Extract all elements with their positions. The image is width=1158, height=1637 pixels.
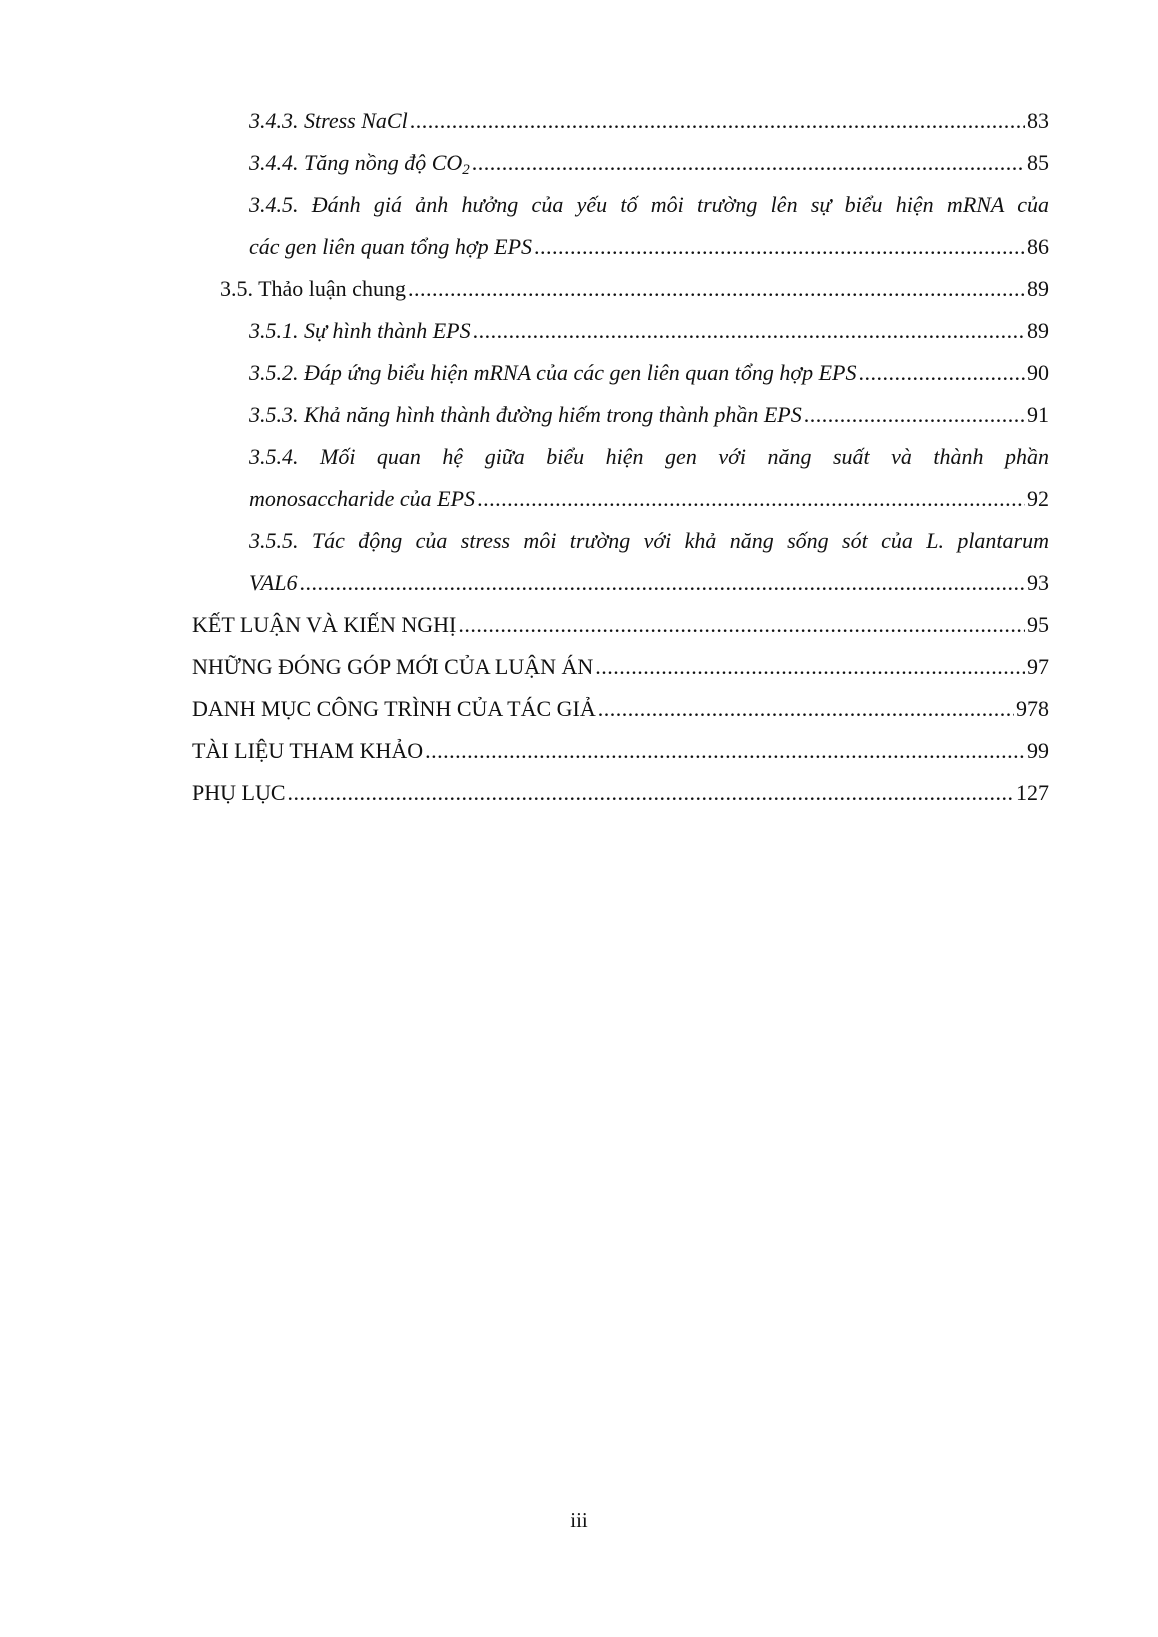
toc-entry	[220, 274, 1049, 304]
toc-entry-page: 85	[1027, 150, 1049, 175]
dot-leader	[804, 400, 1025, 430]
dot-leader	[425, 736, 1025, 766]
toc-entry	[192, 652, 1049, 682]
toc-entry-page: 91	[1027, 402, 1049, 427]
toc-entry-title-line2: VAL6	[249, 570, 298, 595]
dot-leader	[288, 778, 1014, 808]
toc-entry	[192, 778, 1049, 808]
toc-entry-title-line2: monosaccharide của EPS	[249, 486, 476, 511]
toc-entry-page: 978	[1016, 696, 1049, 721]
subscript: 2	[462, 162, 470, 178]
toc-entry-page: 99	[1027, 738, 1049, 763]
toc-entry-page: 86	[1027, 234, 1049, 259]
toc-entry	[249, 568, 1049, 598]
toc-entry-title-line1: 3.5.4. Mối quan hệ giữa biểu hiện gen với năng suất và thành phần	[249, 444, 1049, 469]
toc-entry-title: 3.5.1. Sự hình thành EPS	[249, 318, 471, 343]
dot-leader	[299, 568, 1025, 598]
toc-entry-title: 3.4.3. Stress NaCl	[249, 108, 408, 133]
toc-entry-page: 92	[1027, 486, 1049, 511]
toc-entry-page: 83	[1027, 108, 1049, 133]
toc-entry	[249, 148, 1049, 185]
toc-entry	[249, 106, 1049, 136]
page-number: iii	[570, 1508, 588, 1532]
dot-leader	[595, 652, 1025, 682]
toc-entry-page: 127	[1016, 780, 1049, 805]
toc-entry-title-line2: các gen liên quan tổng hợp EPS	[249, 234, 533, 259]
toc-entry	[249, 232, 1049, 262]
toc-entry-title	[249, 148, 470, 185]
dot-leader	[408, 274, 1025, 304]
toc-entry-title: 3.5.3. Khả năng hình thành đường hiếm trong thành phần EPS	[249, 402, 802, 427]
toc-entry-title-line1: 3.4.5. Đánh giá ảnh hưởng của yếu tố môi trường lên sự biểu hiện mRNA của	[249, 192, 1049, 217]
toc-entry-title: TÀI LIỆU THAM KHẢO	[192, 738, 424, 763]
toc-entry-page: 89	[1027, 318, 1049, 343]
dot-leader	[534, 232, 1025, 262]
toc-entry-title: NHỮNG ĐÓNG GÓP MỚI CỦA LUẬN ÁN	[192, 654, 594, 679]
dot-leader	[477, 484, 1025, 514]
toc-entry	[249, 484, 1049, 514]
dot-leader	[858, 358, 1025, 388]
toc-entry-page: 95	[1027, 612, 1049, 637]
dot-leader	[472, 148, 1025, 178]
dot-leader	[598, 694, 1014, 724]
toc-entry	[192, 736, 1049, 766]
toc-entry-title: KẾT LUẬN VÀ KIẾN NGHỊ	[192, 612, 457, 637]
toc-entry	[192, 610, 1049, 640]
toc-entry-page: 93	[1027, 570, 1049, 595]
toc-entry-page: 97	[1027, 654, 1049, 679]
dot-leader	[410, 106, 1025, 136]
toc-entry	[192, 694, 1049, 724]
toc-entry-page: 89	[1027, 276, 1049, 301]
toc-entry	[249, 316, 1049, 346]
toc-entry-title: DANH MỤC CÔNG TRÌNH CỦA TÁC GIẢ	[192, 696, 596, 721]
toc-entry-title: 3.5. Thảo luận chung	[220, 276, 406, 301]
toc-entry-title: 3.5.2. Đáp ứng biểu hiện mRNA của các gen liên quan tổng hợp EPS	[249, 360, 857, 385]
dot-leader	[458, 610, 1025, 640]
toc-entry	[249, 400, 1049, 430]
toc-entry-title: PHỤ LỤC	[192, 780, 286, 805]
dot-leader	[473, 316, 1025, 346]
toc-entry-title-line1: 3.5.5. Tác động của stress môi trường với khả năng sống sót của L. plantarum	[249, 528, 1049, 553]
toc-entry-title-text: 3.4.4. Tăng nồng độ CO	[249, 150, 463, 175]
toc-entry	[249, 358, 1049, 388]
toc-entry-page: 90	[1027, 360, 1049, 385]
